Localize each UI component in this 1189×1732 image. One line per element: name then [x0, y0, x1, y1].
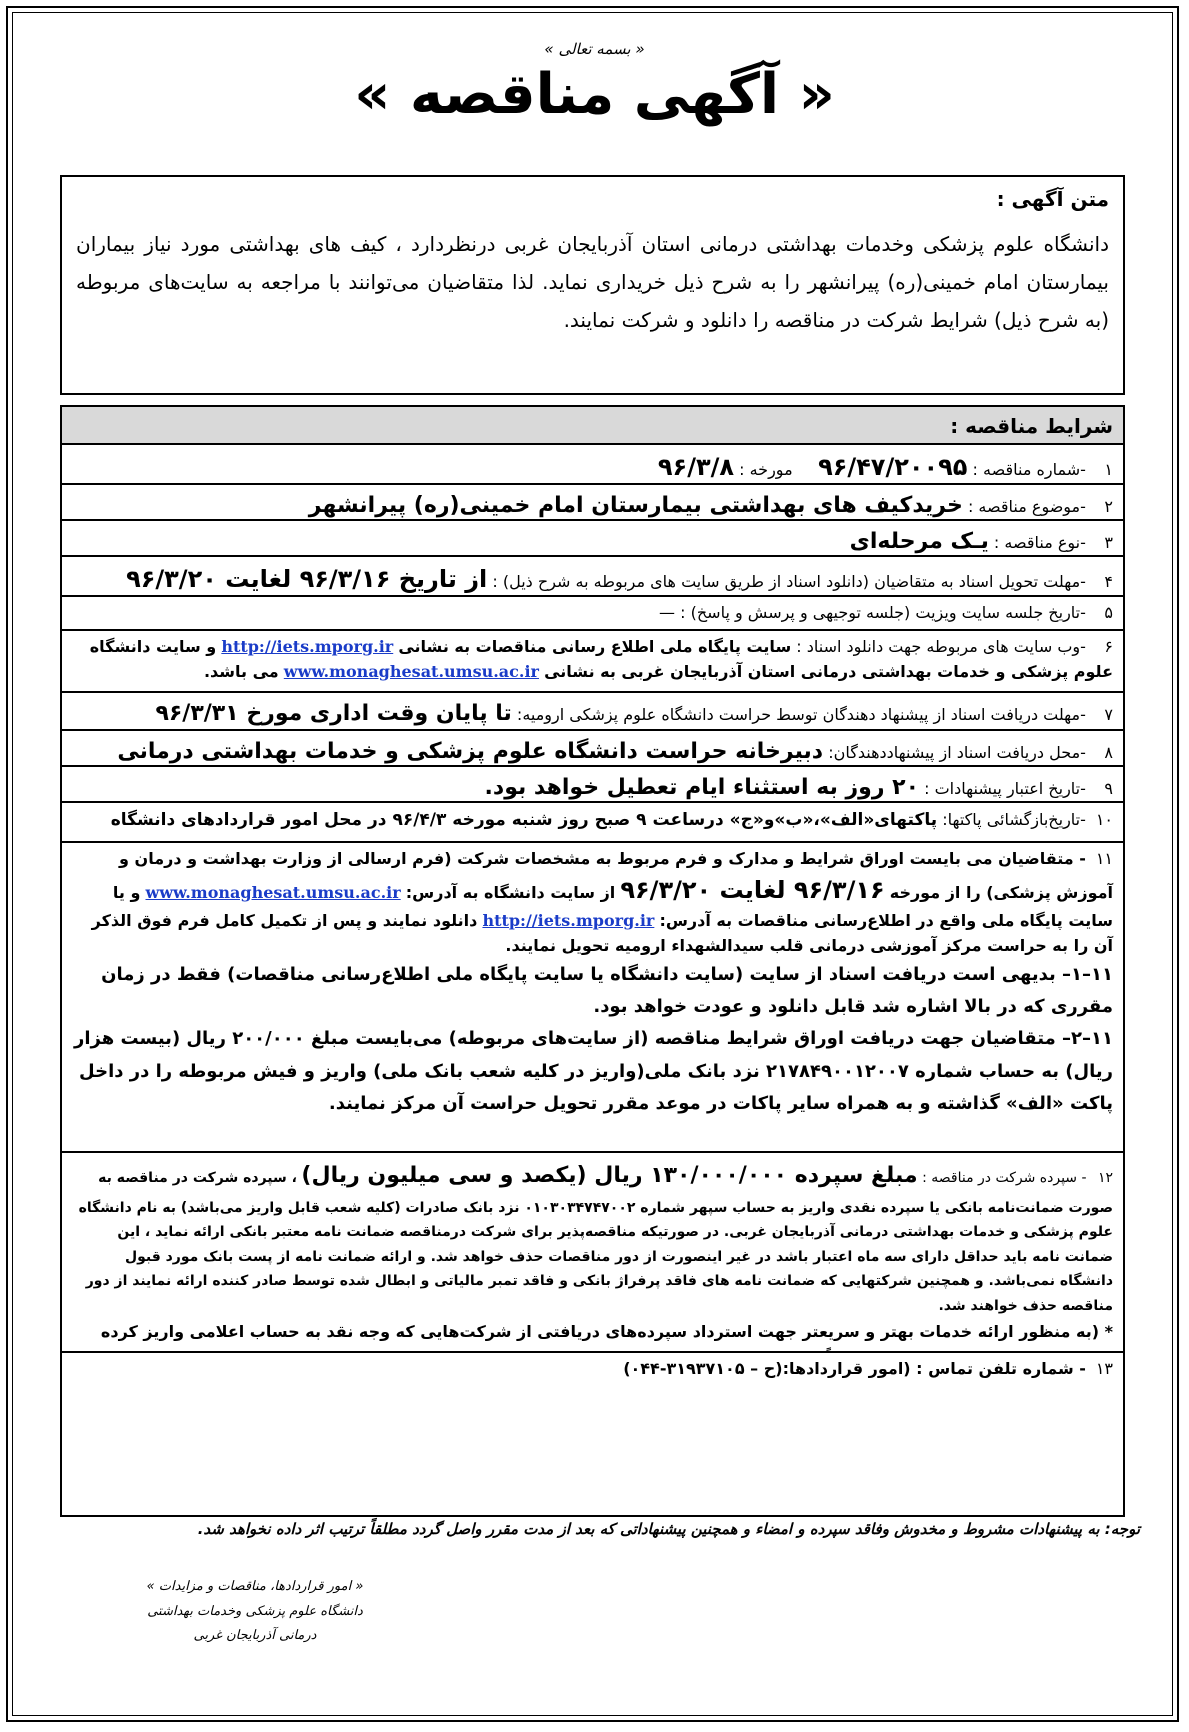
sub-clause-11-2: ۱۱–۲– متقاضیان جهت دریافت اوراق شرایط مناقصه (از سایت‌های مربوطه) می‌بایست مبلغ ۲۰۰/۰۰۰ ریال (بیست هزار ریال) به حساب شماره ۲۱۷۸۴۹۰۰۱۲۰۰۷ نزد بانک ملی(واریز در کلیه شعب بانک ملی) واریز و فیش مربوطه را در داخل پاکت «الف» گذاشته و به همراه سایر پاکات در موعد مقرر تحویل حراست آن مرکز نمایند.	[73, 1028, 1113, 1115]
condition-row-5: ۵ -تاریخ جلسه سایت ویزیت (جلسه توجیهی و پرسش و پاسخ) : —	[62, 597, 1123, 631]
tender-date: ۹۶/۳/۸	[657, 453, 735, 481]
iets-link[interactable]: http://iets.mporg.ir	[221, 637, 394, 656]
condition-row-11: ۱۱ - متقاضیان می بایست اوراق شرایط و مدارک و فرم مربوط به مشخصات شرکت (فرم ارسالی از وزارت بهداشت و درمان و آموزش پزشکی) را از مورخه ۹۶/۳/۱۶ لغایت ۹۶/۳/۲۰ از سایت دانشگاه به آدرس: www.monaghesat.umsu.ac.ir و یا سایت پایگاه ملی واقع در اطلاع‌رسانی مناقصات به آدرس: http://iets.mporg.ir دانلود نمایند و پس از تکمیل کامل فرم فوق الذکر آن را به حراست مرکز آموزشی درمانی قلب سیدالشهداء ارومیه تحویل نمایند. ۱۱–۱– بدیهی است دریافت اسناد از سایت (سایت دانشگاه یا سایت پایگاه ملی اطلاع‌رسانی مناقصات) فقط در زمان مقرری که در بالا اشاره شد قابل دانلود و عودت خواهد بود. ۱۱–۲– متقاضیان جهت دریافت اوراق شرایط مناقصه (از سایت‌های مربوطه) می‌بایست مبلغ ۲۰۰/۰۰۰ ریال (بیست هزار ریال) به حساب شماره ۲۱۷۸۴۹۰۰۱۲۰۰۷ نزد بانک ملی(واریز در کلیه شعب بانک ملی) واریز و فیش مربوطه را در داخل پاکت «الف» گذاشته و به همراه سایر پاکات در موعد مقرر تحویل حراست آن مرکز نمایند.	[62, 843, 1123, 1153]
condition-row-4: ۴ -مهلت تحویل اسناد به متقاضیان (دانلود اسناد از طریق سایت های مربوطه به شرح ذیل) : از تاریخ ۹۶/۳/۱۶ لغایت ۹۶/۳/۲۰	[62, 557, 1123, 597]
signature-line-2: دانشگاه علوم پزشکی وخدمات بهداشتی درمانی آذربایجان غربی	[147, 1603, 363, 1644]
condition-row-7: ۷ -مهلت دریافت اسناد از پیشنهاد دهندگان توسط حراست دانشگاه علوم پزشکی ارومیه: تا پایان وقت اداری مورخ ۹۶/۳/۳۱	[62, 693, 1123, 731]
condition-row-1: ۱ -شماره مناقصه : ۹۶/۴۷/۲۰۰۹۵ مورخه : ۹۶/۳/۸	[62, 445, 1123, 485]
condition-row-13: ۱۳ - شماره تلفن تماس : (امور قراردادها:(ح – ۳۱۹۳۷۱۰۵-۰۴۴)	[623, 1359, 1113, 1378]
intro-box	[60, 175, 1125, 395]
condition-row-2: ۲ -موضوع مناقصه : خریدکیف های بهداشتی بیمارستان امام خمینی(ره) پیرانشهر	[62, 485, 1123, 521]
signature-line-1: « امور قراردادها، مناقصات و مزایدات »	[146, 1579, 364, 1594]
condition-row-6: ۶ -وب سایت های مربوطه جهت دانلود اسناد : سایت پایگاه ملی اطلاع رسانی مناقصات به نشانی http://iets.mporg.ir و سایت دانشگاه علوم پزشکی و خدمات بهداشتی درمانی استان آذربایجان غربی به نشانی www.monaghesat.umsu.ac.ir می باشد.	[62, 631, 1123, 693]
condition-row-3: ۳ -نوع مناقصه : یـک مرحله‌ای	[62, 521, 1123, 557]
condition-row-12: ۱۲ - سپرده شرکت در مناقصه : مبلغ سپرده ۱۳۰/۰۰۰/۰۰۰ ریال (یکصد و سی میلیون ریال) ، سپرده شرکت در مناقصه به صورت ضمانت‌نامه بانکی یا سپرده نقدی واریز به حساب سپهر شماره ۰۱۰۳۰۳۴۷۴۷۰۰۲ نزد بانک صادرات (کلیه شعب قابل واریز می‌باشد) به نام دانشگاه علوم پزشکی و خدمات بهداشتی درمانی آذربایجان غربی. در صورتیکه مناقصه‌پذیر برای شرکت درمناقصه ضمانت نامه معتبر بانکی ارائه نماید ، این ضمانت نامه باید حداقل دارای سه ماه اعتبار باشد در غیر اینصورت از دور مناقصات حذف خواهد شد. و ارائه ضمانت نامه از پست بانک مورد قبول دانشگاه نمی‌باشد. و همچنین شرکتهایی که ضمانت نامه های فاقد پرفراژ بانکی و فاقد تمبر مالیاتی و ابطال شده توسط صادر کننده ارائه نمایند از دور مناقصه حذف خواهند شد. * (به منظور ارائه خدمات بهتر و سریعتر جهت استرداد سپرده‌های دریافتی از شرکت‌هایی که وجه نقد به حساب اعلامی واریز کرده	[62, 1153, 1123, 1353]
condition-row-8: ۸ -محل دریافت اسناد از پیشنهاددهندگان: دبیرخانه حراست دانشگاه علوم پزشکی و خدمات بهداشتی درمانی	[62, 731, 1123, 767]
sub-clause-11-1: ۱۱–۱– بدیهی است دریافت اسناد از سایت (سایت دانشگاه یا سایت پایگاه ملی اطلاع‌رسانی مناقصات) فقط در زمان مقرری که در بالا اشاره شد قابل دانلود و عودت خواهد بود.	[101, 963, 1113, 1017]
tender-subject: خریدکیف های بهداشتی بیمارستان امام خمینی(ره) پیرانشهر	[308, 493, 963, 518]
footer-note: توجه: به پیشنهادات مشروط و مخدوش وفاقد سپرده و امضاء و همچنین پیشنهاداتی که بعد از مدت مقرر واصل گردد مطلقاً ترتیب اثر داده نخواهد شد.	[197, 1520, 1140, 1538]
iets-link-2[interactable]: http://iets.mporg.ir	[482, 910, 655, 930]
condition-row-10: ۱۰ -تاریخ‌بازگشائی پاکتها: پاکتهای«الف»،«ب»و«ج» درساعت ۹ صبح روز شنبه مورخه ۹۶/۴/۳ در محل امور قراردادهای دانشگاه	[62, 803, 1123, 843]
refund-note: * (به منظور ارائه خدمات بهتر و سریعتر جهت استرداد سپرده‌های دریافتی از شرکت‌هایی که وجه نقد به حساب اعلامی واریز کرده	[100, 1322, 1113, 1341]
tender-type: یـک مرحله‌ای	[849, 529, 989, 554]
intro-text: دانشگاه علوم پزشکی وخدمات بهداشتی درمانی استان آذربایجان غربی درنظردارد ، کیف های بهداشتی مورد نیاز بیماران بیمارستان امام خمینی(ره) پیرانشهر را به شرح ذیل خریداری نماید. لذا متقاضیان می‌توانند با مراجعه به سایت‌های مربوطه (به شرح ذیل) شرایط شرکت در مناقصه را دانلود و شرکت نمایند.	[76, 232, 1109, 332]
deposit-amount: مبلغ سپرده ۱۳۰/۰۰۰/۰۰۰ ریال (یکصد و سی میلیون ریال)	[301, 1163, 918, 1188]
conditions-heading: شرایط مناقصه :	[62, 407, 1123, 445]
tender-number: ۹۶/۴۷/۲۰۰۹۵	[818, 453, 968, 481]
basmala: « بسمه تعالی »	[544, 40, 645, 58]
delivery-period: از تاریخ ۹۶/۳/۱۶ لغایت ۹۶/۳/۲۰	[126, 565, 488, 593]
signature-block	[140, 1575, 370, 1649]
monaghesat-link-2[interactable]: www.monaghesat.umsu.ac.ir	[145, 882, 401, 902]
intro-heading: متن آگهی :	[996, 187, 1109, 211]
page-title: « آگهی مناقصه »	[354, 62, 835, 127]
contact-phone: - شماره تلفن تماس : (امور قراردادها:(ح – ۳۱۹۳۷۱۰۵-۰۴۴)	[623, 1359, 1086, 1378]
conditions-table	[60, 405, 1125, 1517]
condition-row-9: ۹ -تاریخ اعتبار پیشنهادات : ۲۰ روز به استثناء ایام تعطیل خواهد بود.	[62, 767, 1123, 803]
monaghesat-link[interactable]: www.monaghesat.umsu.ac.ir	[283, 661, 539, 681]
